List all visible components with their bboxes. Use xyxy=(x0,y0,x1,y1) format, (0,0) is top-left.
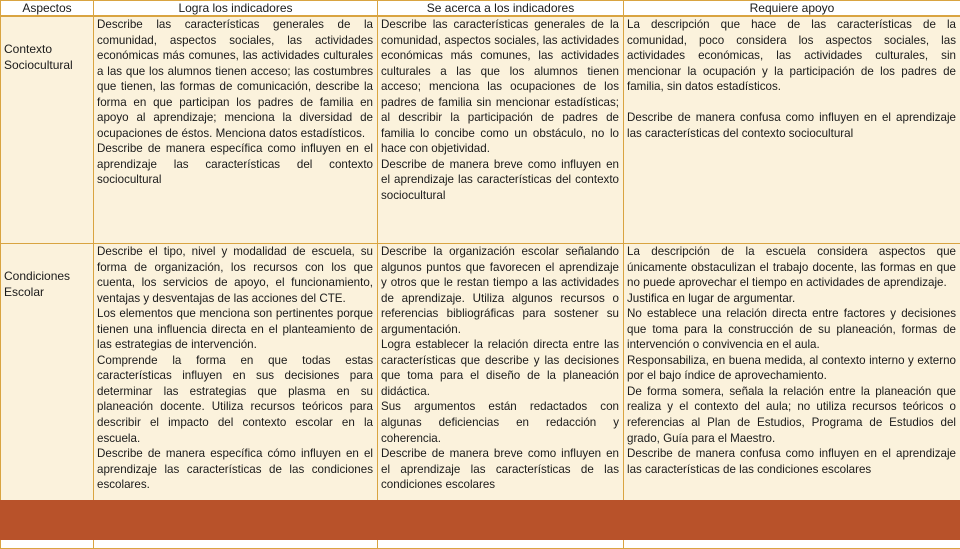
header-aspectos: Aspectos xyxy=(1,1,94,17)
cell-paragraph: No establece una relación directa entre factores y decisiones que toma para la construcción de su planeación, formas de intervención o convivencia en el aula. xyxy=(627,306,956,353)
cell-paragraph: Responsabiliza, en buena medida, al contexto interno y externo por el bajo índice de aprovechamiento. xyxy=(627,353,956,384)
logra-cell xyxy=(94,16,378,244)
header-row xyxy=(1,1,960,17)
cell-paragraph: Describe de manera breve como influyen en el aprendizaje las características de las condiciones escolares xyxy=(381,446,619,493)
cell-paragraph: La descripción que hace de las características de la comunidad, poco considera los aspectos sociales, las actividades económicas, las actividades culturales, sin mencionar la ocupación y la participación de los padres de familia, sin datos estadísticos. xyxy=(627,17,956,95)
aspect-cell: Contexto Sociocultural xyxy=(1,16,94,244)
header-acerca: Se acerca a los indicadores xyxy=(378,1,624,17)
cell-paragraph: Sus argumentos están redactados con algunas deficiencias en redacción y coherencia. xyxy=(381,399,619,446)
cell-paragraph: Describe de manera confusa como influyen en el aprendizaje las características del contexto sociocultural xyxy=(627,110,956,141)
header-logra: Logra los indicadores xyxy=(94,1,378,17)
cell-paragraph: La descripción de la escuela considera aspectos que únicamente obstaculizan el trabajo docente, las formas en que no puede aprovechar el tiempo en actividades de aprendizaje. xyxy=(627,244,956,291)
cell-paragraph: Describe el tipo, nivel y modalidad de escuela, su forma de organización, los recursos con los que cuenta, los servicios de apoyo, el funcionamiento, ventajas y desventajas de las acciones del CTE. xyxy=(97,244,373,306)
cell-paragraph: Comprende la forma en que todas estas características influyen en sus decisiones para determinar las estrategias que plasma en su planeación docente. Utiliza recursos teóricos para describir el impacto del contexto escolar en la escuela. xyxy=(97,353,373,446)
cell-paragraph: Justifica en lugar de argumentar. xyxy=(627,291,956,307)
cell-paragraph: Logra establecer la relación directa entre las características que describe y las decisiones que toma para el diseño de la planeación didáctica. xyxy=(381,337,619,399)
aspect-cell: Condiciones Escolar xyxy=(1,244,94,549)
cell-paragraph: Describe de manera breve como influyen en el aprendizaje las características del contexto sociocultural xyxy=(381,157,619,204)
cell-paragraph: Describe la organización escolar señalando algunos puntos que favorecen el aprendizaje y otros que le restan tiempo a las actividades de aprendizaje. Utiliza algunos recursos o referencias bibliográficas para sostener su argumentación. xyxy=(381,244,619,337)
table-row xyxy=(1,16,960,244)
cell-paragraph: Los elementos que menciona son pertinentes porque tienen una influencia directa en el planteamiento de las estrategias de intervención. xyxy=(97,306,373,353)
cell-paragraph: Describe las características generales de la comunidad, aspectos sociales, las actividades económicas más comunes, las actividades culturales a las que los alumnos tienen acceso; las costumbres que tienen, las formas de comunicación, describe la forma en que participan los padres de familia en apoyo al aprendizaje; menciona la diversidad de ocupaciones de éstos. Menciona datos estadísticos. xyxy=(97,17,373,141)
cell-paragraph: Describe de manera específica cómo influyen en el aprendizaje las características de las condiciones escolares. xyxy=(97,446,373,493)
acerca-cell xyxy=(378,16,624,244)
requiere-cell xyxy=(624,16,960,244)
cell-paragraph: De forma somera, señala la relación entre la planeación que realiza y el contexto del aula; no utiliza recursos teóricos o referencias al Plan de Estudios, Programa de Estudios del grado, Guía para el Maestro. xyxy=(627,384,956,446)
cell-paragraph: Describe de manera confusa como influyen en el aprendizaje las características de las condiciones escolares xyxy=(627,446,956,477)
cell-paragraph: Describe las características generales de la comunidad, aspectos sociales, las actividades económicas más comunes, las actividades culturales a las que los alumnos tienen acceso; menciona las ocupaciones de los padres de familia sin mencionar estadísticas; al describir la participación de padres de familia lo concibe como un obstáculo, no lo hace con objetividad. xyxy=(381,17,619,157)
footer-bar xyxy=(0,500,960,540)
header-requiere: Requiere apoyo xyxy=(624,1,960,17)
cell-paragraph: Describe de manera específica como influyen en el aprendizaje las características del contexto sociocultural xyxy=(97,141,373,188)
paragraph-gap xyxy=(627,95,956,111)
